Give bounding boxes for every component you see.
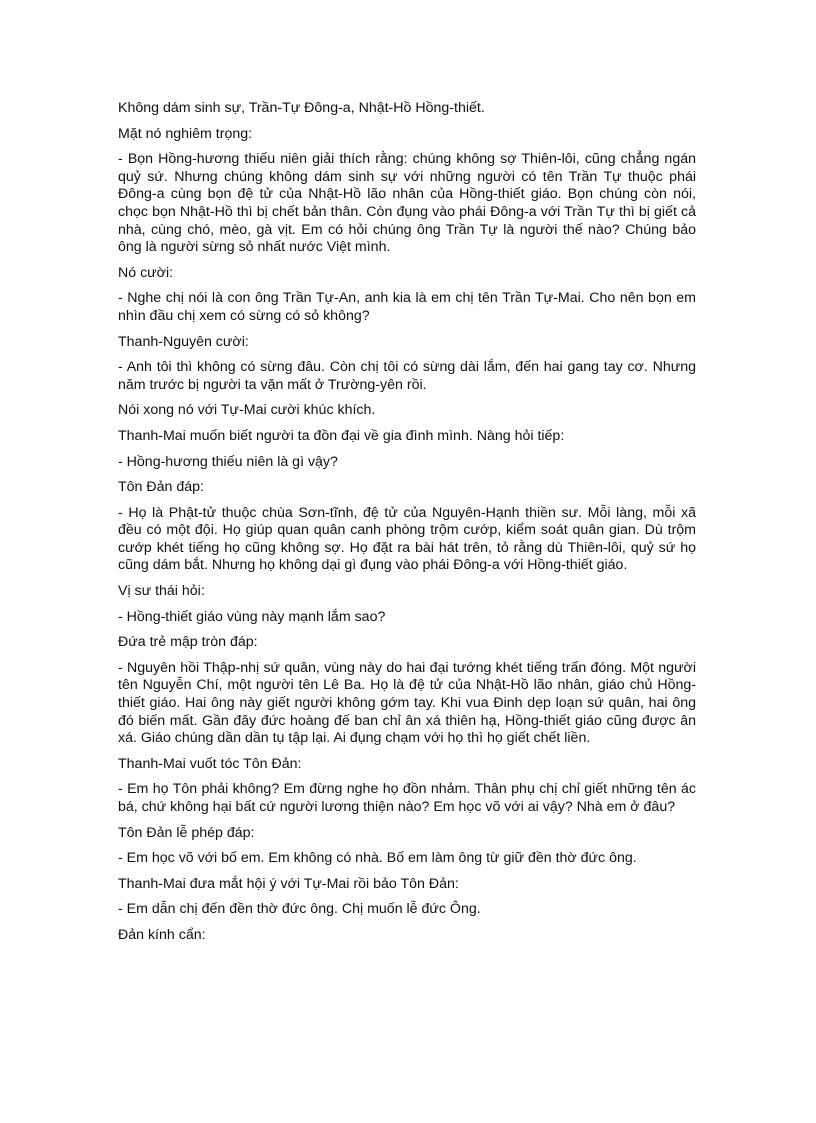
paragraph: Thanh-Mai đưa mắt hội ý với Tự-Mai rồi bảo Tôn Đản: (118, 875, 459, 892)
paragraph: - Hồng-thiết giáo vùng này mạnh lắm sao? (118, 608, 386, 625)
paragraph: - Em học võ với bố em. Em không có nhà. Bố em làm ông từ giữ đền thờ đức ông. (118, 850, 637, 867)
paragraph: - Nghe chị nói là con ông Trần Tự-An, anh kia là em chị tên Trần Tự-Mai. Cho nên bọn em nhìn đầu chị xem có sừng có sỏ không? (118, 290, 696, 324)
paragraph: - Họ là Phật-tử thuộc chùa Sơn-tĩnh, đệ tử của Nguyên-Hạnh thiền sư. Mỗi làng, mỗi xã đều có một đội. Họ giúp quan quân canh phòng trộm cướp, kiểm soát quân gian. Dù trộm cướp khét tiếng họ cũng không sợ. Họ đặt ra bài hát trên, tỏ rằng dù Thiên-lôi, quỷ sứ họ cũng dám bắt. Nhưng họ không dại gì đụng vào phái Đông-a với Hồng-thiết giáo. (118, 504, 696, 574)
paragraph: Tôn Đản lễ phép đáp: (118, 824, 255, 841)
paragraph: Vị sư thái hỏi: (118, 583, 205, 600)
paragraph: Thanh-Nguyên cười: (118, 333, 249, 350)
paragraph: Thanh-Mai muốn biết người ta đồn đại về gia đình mình. Nàng hỏi tiếp: (118, 427, 565, 444)
paragraph: - Anh tôi thì không có sừng đâu. Còn chị tôi có sừng dài lắm, đến hai gang tay cơ. Nhưng năm trước bị người ta vặn mất ở Trường-yên rồi. (118, 359, 696, 393)
paragraph: Nói xong nó với Tự-Mai cười khúc khích. (118, 402, 376, 419)
paragraph: - Nguyên hồi Thập-nhị sứ quân, vùng này do hai đại tướng khét tiếng trấn đóng. Một người tên Nguyễn Chí, một người tên Lê Ba. Họ là đệ tử của Nhật-Hồ lão nhân, giáo chủ Hồng-thiết giáo. Hai ông này giết người không gớm tay. Khi vua Đinh dẹp loạn sứ quân, hai ông đó biến mất. Gần đây đức hoàng đế ban chỉ ân xá thiên hạ, Hồng-thiết giáo cũng được ân xá. Giáo chúng dần dần tụ tập lại. Ai đụng chạm với họ thì họ giết chết liền. (118, 659, 696, 747)
paragraph: - Em họ Tôn phải không? Em đừng nghe họ đồn nhảm. Thân phụ chị chỉ giết những tên ác bá, chứ không hại bất cứ người lương thiện nào? Em học võ với ai vậy? Nhà em ở đâu? (118, 781, 696, 815)
paragraph: Thanh-Mai vuốt tóc Tôn Đản: (118, 755, 302, 772)
paragraph: Nó cười: (118, 264, 174, 281)
paragraph: Đứa trẻ mập tròn đáp: (118, 634, 258, 651)
paragraph: - Hồng-hương thiếu niên là gì vậy? (118, 453, 338, 470)
paragraph: Không dám sinh sự, Trần-Tự Đông-a, Nhật-Hồ Hồng-thiết. (118, 100, 485, 116)
paragraph: Tôn Đản đáp: (118, 479, 204, 496)
paragraph: - Bọn Hồng-hương thiếu niên giải thích rằng: chúng không sợ Thiên-lôi, cũng chẳng ngán quỷ sứ. Nhưng chúng không dám sinh sự với những người có tên Trần Tự thuộc phái Đông-a cùng bọn đệ tử của Nhật-Hồ lão nhân của Hồng-thiết giáo. Bọn chúng còn nói, chọc bọn Nhật-Hồ thì bị chết bản thân. Còn đụng vào phái Đông-a với Trần Tự thì bị giết cả nhà, cùng chó, mèo, gà vịt. Em có hỏi chúng ông Trần Tự là người thế nào? Chúng bảo ông là người sừng sỏ nhất nước Việt mình. (118, 151, 696, 256)
paragraph: - Em dẫn chị đến đền thờ đức ông. Chị muốn lễ đức Ông. (118, 901, 481, 918)
paragraph: Đản kính cẩn: (118, 926, 206, 943)
paragraph: Mặt nó nghiêm trọng: (118, 125, 253, 142)
